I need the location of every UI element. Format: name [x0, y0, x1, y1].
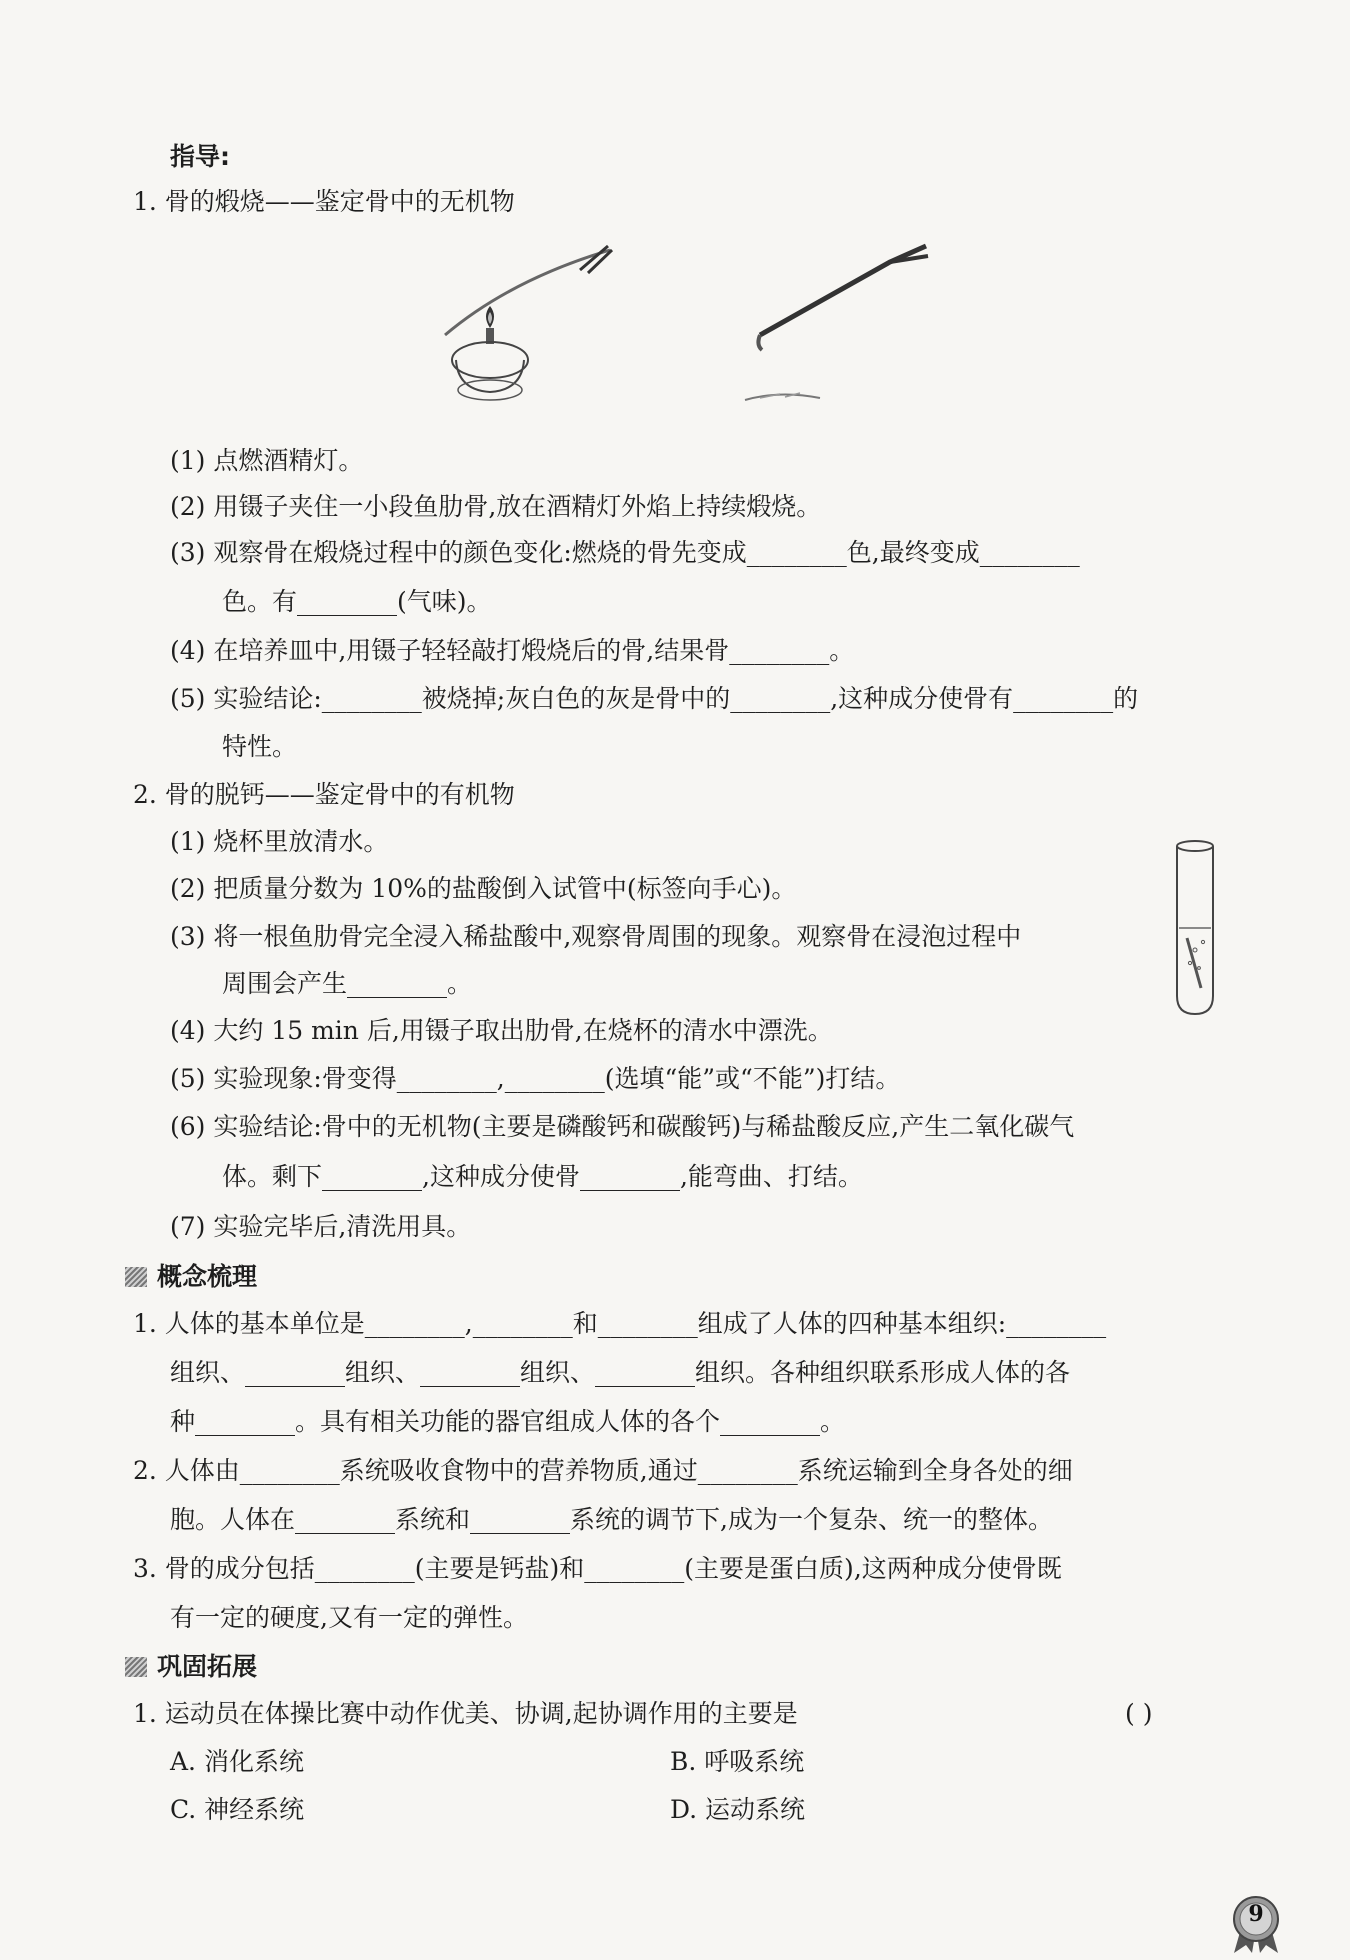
- concept-line-4: 2. 人体由________系统吸收食物中的营养物质,通过________系统运输到全身各处的细: [133, 1456, 1073, 1485]
- exp2-step-1: (1) 烧杯里放清水。: [170, 827, 389, 856]
- exp2-step-4: (4) 大约 15 min 后,用镊子取出肋骨,在烧杯的清水中漂洗。: [170, 1016, 833, 1045]
- extend-question-1: 1. 运动员在体操比赛中动作优美、协调,起协调作用的主要是: [133, 1699, 798, 1728]
- exp1-step-3: (3) 观察骨在煅烧过程中的颜色变化:燃烧的骨先变成________色,最终变成________: [170, 538, 1080, 567]
- concept-heading: [125, 1260, 257, 1294]
- exp1-step-3-cont: 色。有________(气味)。: [222, 587, 492, 616]
- exp2-step-6-cont: 体。剩下________,这种成分使骨________,能弯曲、打结。: [222, 1162, 863, 1191]
- exp1-title: 1. 骨的煅烧——鉴定骨中的无机物: [133, 187, 515, 216]
- exp1-step-1: (1) 点燃酒精灯。: [170, 446, 364, 475]
- page-number: 9: [1248, 1901, 1264, 1927]
- exp1-step-4: (4) 在培养皿中,用镊子轻轻敲打煅烧后的骨,结果骨________。: [170, 636, 855, 665]
- page-number-badge: [1224, 1895, 1288, 1955]
- exp1-step-2: (2) 用镊子夹住一小段鱼肋骨,放在酒精灯外焰上持续煅烧。: [170, 492, 822, 521]
- exp2-step-6: (6) 实验结论:骨中的无机物(主要是磷酸钙和碳酸钙)与稀盐酸反应,产生二氧化碳气: [170, 1112, 1075, 1141]
- option-c[interactable]: C. 神经系统: [170, 1795, 305, 1824]
- exp1-step-5-cont: 特性。: [222, 732, 298, 761]
- concept-line-6: 3. 骨的成分包括________(主要是钙盐)和________(主要是蛋白质),这两种成分使骨既: [133, 1554, 1062, 1583]
- option-a[interactable]: A. 消化系统: [170, 1747, 304, 1776]
- option-b[interactable]: B. 呼吸系统: [670, 1747, 805, 1776]
- section-marker-icon: [125, 1657, 147, 1677]
- section-marker-icon: [125, 1267, 147, 1287]
- answer-bracket[interactable]: ( ): [1125, 1699, 1153, 1728]
- concept-line-7: 有一定的硬度,又有一定的弹性。: [170, 1603, 528, 1632]
- exp2-step-5: (5) 实验现象:骨变得________,________(选填“能”或“不能”)打结。: [170, 1064, 901, 1093]
- exp2-step-3: (3) 将一根鱼肋骨完全浸入稀盐酸中,观察骨周围的现象。观察骨在浸泡过程中: [170, 922, 1022, 951]
- burning-bone-illustration: [430, 240, 630, 410]
- exp1-step-5: (5) 实验结论:________被烧掉;灰白色的灰是骨中的________,这种成分使骨有________的: [170, 684, 1139, 713]
- test-tube-illustration: [1165, 838, 1225, 1018]
- tweezers-bone-illustration: [740, 240, 940, 410]
- exp2-title: 2. 骨的脱钙——鉴定骨中的有机物: [133, 780, 515, 809]
- concept-line-2: 组织、________组织、________组织、________组织。各种组织联系形成人体的各: [170, 1358, 1071, 1387]
- extend-heading: [125, 1650, 257, 1684]
- concept-line-1: 1. 人体的基本单位是________,________和________组成了人体的四种基本组织:________: [133, 1309, 1107, 1338]
- concept-line-5: 胞。人体在________系统和________系统的调节下,成为一个复杂、统一的整体。: [170, 1505, 1053, 1534]
- exp2-step-3-cont: 周围会产生________。: [222, 969, 473, 998]
- concept-line-3: 种________。具有相关功能的器官组成人体的各个________。: [170, 1407, 846, 1436]
- guide-title: 指导:: [170, 142, 230, 171]
- option-d[interactable]: D. 运动系统: [670, 1795, 806, 1824]
- extend-heading-text: 巩固拓展: [157, 1652, 258, 1681]
- concept-heading-text: 概念梳理: [157, 1262, 258, 1291]
- exp2-step-2: (2) 把质量分数为 10%的盐酸倒入试管中(标签向手心)。: [170, 874, 797, 903]
- exp2-step-7: (7) 实验完毕后,清洗用具。: [170, 1212, 472, 1241]
